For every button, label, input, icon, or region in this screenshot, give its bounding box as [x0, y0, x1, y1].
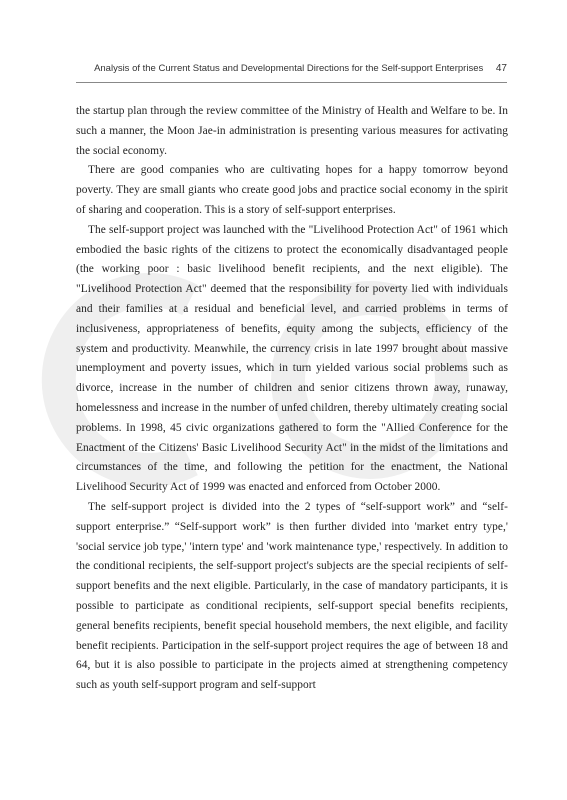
paragraph-4: The self-support project is divided into the 2 types of “self-support work” and “self-support enterprise.” “Self-support work” is then further divided into 'market entry type,' 'social service job type,' 'intern type' and 'work maintenance type,' respectively. In addition to the conditional recipients, the self-support project's subjects are the special recipients of self-support benefits and the next eligible. Particularly, in the case of mandatory participants, it is possible to participate as conditional recipients, self-support special benefits recipients, general benefits recipients, benefit special household members, the next eligible, and facility benefit recipients. Participation in the self-support project requires the age of between 18 and 64, but it is also possible to participate in the projects aimed at strengthening competency such as youth self-support program and self-support	[76, 500, 508, 692]
paragraph-1: the startup plan through the review committee of the Ministry of Health and Welfare to be. In such a manner, the Moon Jae-in administration is presenting various measures for activating the social economy.	[76, 105, 508, 157]
paragraph-3: The self-support project was launched with the "Livelihood Protection Act" of 1961 which embodied the basic rights of the citizens to protect the economically disadvantaged people (the working poor : basic livelihood benefit recipients, and the next eligible). The "Livelihood Protection Act" deemed that the responsibility for poverty lied with individuals and their families at a residual and beneficial level, and carried problems in terms of inclusiveness, appropriateness of benefits, equity among the subjects, efficiency of the system and productivity. Meanwhile, the currency crisis in late 1997 brought about massive unemployment and poverty issues, which in turn yielded various social problems such as divorce, increase in the number of children and senior citizens thrown away, runaway, homelessness and increase in the number of unfed children, thereby ultimately creating social problems. In 1998, 45 civic organizations gathered to form the "Allied Conference for the Enactment of the Citizens' Basic Livelihood Security Act" in the midst of the limitations and circumstances of the time, and following the petition for the enactment, the National Livelihood Security Act of 1999 was enacted and enforced from October 2000.	[76, 223, 508, 494]
page-number: 47	[495, 63, 507, 74]
running-title: Analysis of the Current Status and Developmental Directions for the Self-support Enterprises	[94, 63, 484, 74]
body-text	[76, 102, 508, 696]
running-header	[76, 62, 507, 83]
paragraph-2: There are good companies who are cultivating hopes for a happy tomorrow beyond poverty. They are small giants who create good jobs and practice social economy in the spirit of sharing and cooperation. This is a story of self-support enterprises.	[76, 164, 508, 216]
